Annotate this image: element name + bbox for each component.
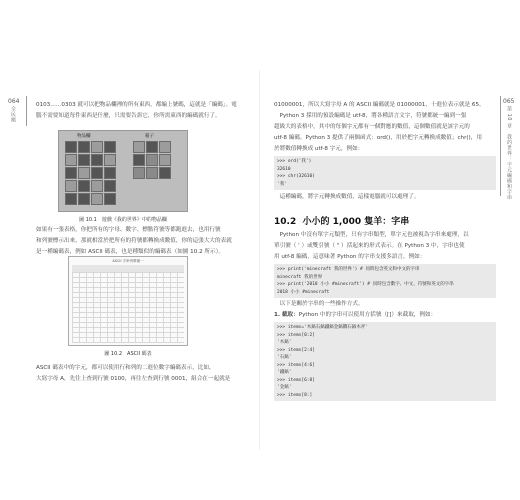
ascii-table-figure (68, 256, 188, 346)
code-line: >>> print('minecraft 我的世界') # 同時包含英文和中文的字串 (277, 267, 420, 272)
ascii-table-grid (72, 265, 184, 343)
section-heading (274, 214, 409, 227)
chest-slot (159, 141, 171, 153)
text-line: utf-8 編碼。Python 3 提供了兩個函式：ord()，用於把字元轉換成數值；chr()，用 (274, 135, 482, 141)
chest-slot (146, 154, 158, 166)
figure-10-1-caption: 圖 10.1 遊戲《我的世界》中的物品欄 (79, 217, 167, 223)
text-line: 於將數值轉換成 utf-8 字元，例如： (274, 146, 364, 152)
text-line: 超級大的表格中，其中的每個字元都有一個對應的數值，這個數值就是該字元的 (274, 124, 470, 130)
left-paragraph-2 (36, 225, 252, 258)
inventory-slot (78, 180, 90, 192)
inventory-slot (91, 167, 103, 179)
inventory-slot (91, 141, 103, 153)
inventory-slot (104, 193, 116, 205)
text-line: 用 utf-8 編碼，這意味著 Python 的字串支援多語言，例如： (274, 254, 426, 260)
code-block-slicing (274, 322, 496, 401)
ascii-table-header-row (72, 265, 184, 272)
code-line: minecraft 我的世界 (277, 274, 323, 280)
chest-slot (159, 167, 171, 179)
right-paragraph-2: 這種編碼，將字元轉換成數值，這樣電腦就可以處理了。 (274, 194, 420, 200)
inventory-slot (104, 154, 116, 166)
text-line: ASCII 碼表中的字元，都可以使用行和列的二進位數字編碼表示，比如， (36, 365, 215, 371)
chest-slot (146, 167, 158, 179)
code-line: 32610 (277, 166, 291, 172)
inventory-slot (65, 167, 77, 179)
inventory-slot (65, 180, 77, 192)
code-line: >>> items[4:6] (277, 362, 315, 368)
inventory-slot (104, 141, 116, 153)
right-paragraph-4: 以下是關於字串的一些操作方式。 (274, 301, 364, 307)
text-line: 和列號標示出來，那就相當於把所有的符號都轉換成數值，你的這張大大的表就 (36, 238, 232, 244)
inventory-slot (78, 154, 90, 166)
code-line: >>> items[8:] (277, 392, 313, 398)
inventory-grid (65, 141, 116, 205)
chest-slot (133, 141, 145, 153)
text-line: Python 3 採用的預設編碼是 utf-8，將各種語言文字，符號都統一編到一張 (274, 113, 467, 119)
list-item-slicing (274, 310, 496, 321)
right-side-bar (500, 96, 501, 196)
inventory-slot (65, 193, 77, 205)
code-line: >>> items[6:8] (277, 377, 315, 383)
list-item-label: 1. 截取： (274, 312, 299, 318)
text-line: 0103……0303 就可以把物品欄裡的所有東西，都編上號碼，這就是「編碼」。電 (36, 102, 237, 108)
code-line: >>> items='木鎬石鎬鐵鎬金鎬鑽石鎬木斧' (277, 325, 369, 330)
inventory-slot (91, 193, 103, 205)
chest-slot (133, 154, 145, 166)
code-line: '金鎬' (277, 385, 292, 390)
chest-slot (159, 154, 171, 166)
text-line: 大寫字母 A，先往上查到行號 0100，再往左查到行號 0001，組合在一起就是 (36, 376, 231, 382)
inventory-figure (58, 130, 188, 212)
chest-grid (133, 141, 171, 179)
chest-slot (146, 141, 158, 153)
code-line: >>> items[2:4] (277, 347, 315, 353)
inventory-slot (104, 167, 116, 179)
code-line: '鐵鎬' (277, 370, 292, 375)
code-line: >>> ord('我') (277, 159, 312, 164)
ascii-table-title: ASCII 字串列舉號一 (112, 259, 144, 263)
right-paragraph-1 (274, 100, 496, 155)
inventory-slot (65, 154, 77, 166)
section-number: 10.2 (274, 217, 297, 227)
code-block-ord-chr (274, 156, 496, 190)
left-paragraph-3 (36, 363, 252, 385)
list-item-text: Python 中的字串可以使用方括號（[]）來截取，例如： (298, 312, 437, 318)
chest-slot (133, 167, 145, 179)
right-paragraph-3 (274, 230, 496, 263)
code-line: >>> items[0:2] (277, 332, 315, 338)
right-side-label: 第 10 章 我的世界：字元編碼和字串 (506, 106, 512, 201)
text-line: 01000001，所以大寫字母 A 的 ASCII 編碼就是 01000001，十進位表示就是 65。 (274, 102, 485, 108)
right-page (260, 0, 520, 500)
figure-10-2-caption: 圖 10.2 ASCII 碼表 (104, 351, 152, 357)
text-line: 單引號（ ' ）或雙引號（ " ）括起來的形式表示。在 Python 3 中，字串也使 (274, 243, 465, 249)
inventory-slot (78, 193, 90, 205)
text-line: 腦不需要知道每件東西是什麼，只需要告訴它，你所需東西的編碼就行了。 (36, 113, 221, 119)
inventory-slot (104, 180, 116, 192)
code-line: >>> print('2018 小小 #minecraft') # 同時包含數字、中文、符號和英文的字串 (277, 282, 454, 287)
inventory-slot (91, 180, 103, 192)
left-paragraph-1 (36, 100, 252, 122)
inventory-slot (78, 141, 90, 153)
code-line: >>> chr(32610) (277, 174, 315, 179)
text-line: 是一種編碼表，例如 ASCII 碼表，也是種類似的編碼表（如圖 10.2 所示）。 (36, 249, 224, 255)
section-title: 小小的 1,000 隻羊：字串 (302, 217, 410, 227)
text-line: 如果有一張表格，你把所有的字母、數字、標點符號等都跑進去，也用行號 (36, 227, 221, 233)
code-line: 2018 小小 #minecraft (277, 289, 330, 295)
inventory-header: 物品欄 (77, 134, 91, 139)
left-side-label: 全民瘋 (10, 106, 16, 123)
right-page-number: 065 (503, 98, 515, 105)
left-side-bar (26, 96, 27, 126)
inventory-slot (78, 167, 90, 179)
code-line: '我' (277, 181, 287, 187)
text-line: Python 中沒有單字元類型，只有字串類型，單字元也被視為字串來處理，以 (274, 232, 469, 238)
inventory-slot (65, 141, 77, 153)
inventory-slot (91, 154, 103, 166)
chest-header: 箱子 (145, 134, 154, 139)
code-line: '木鎬' (277, 340, 292, 345)
code-block-print (274, 264, 496, 298)
left-page-number: 064 (8, 98, 20, 105)
code-line: '石鎬' (277, 355, 292, 360)
